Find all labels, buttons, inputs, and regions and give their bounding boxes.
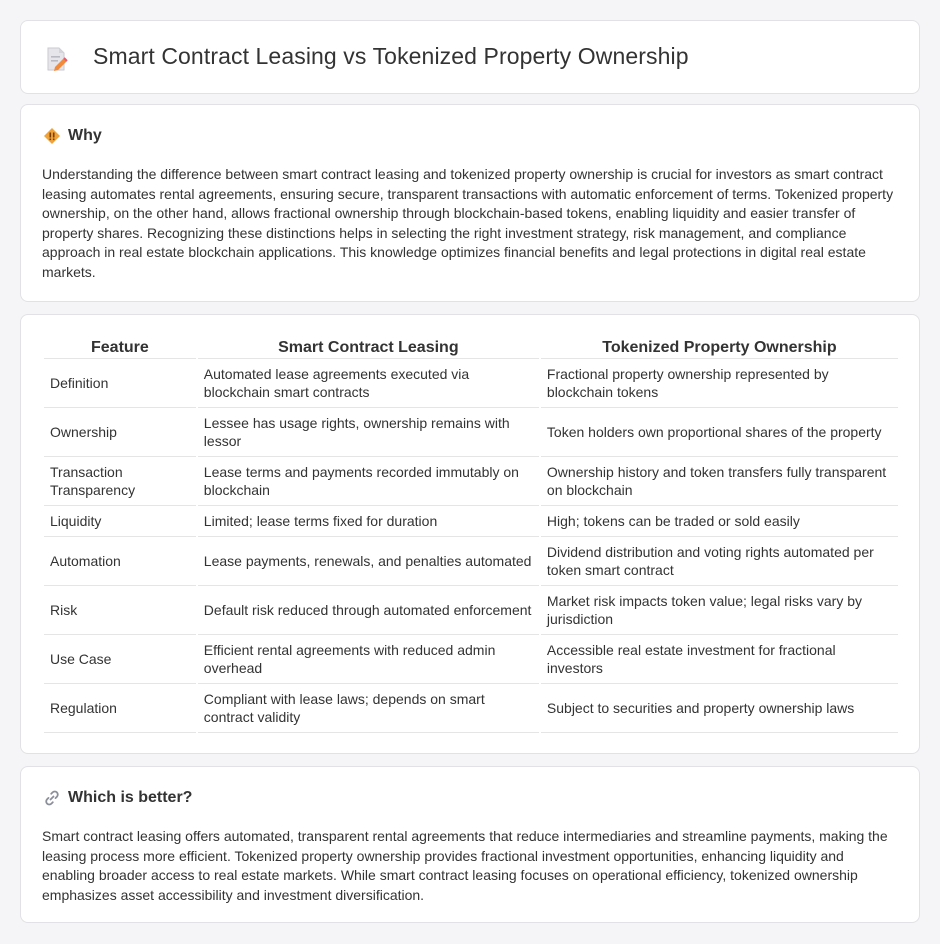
row-tokenized: Subject to securities and property ownership laws (541, 684, 898, 733)
better-heading-row (43, 789, 192, 807)
table-row (44, 537, 898, 586)
row-feature: Ownership (44, 408, 196, 457)
row-feature: Risk (44, 586, 196, 635)
why-heading: Why (68, 127, 102, 144)
why-section (20, 104, 920, 302)
table-row (44, 408, 898, 457)
row-feature: Regulation (44, 684, 196, 733)
row-tokenized: High; tokens can be traded or sold easily (541, 506, 898, 537)
row-feature: Liquidity (44, 506, 196, 537)
which-is-better-section (20, 766, 920, 923)
table-row (44, 359, 898, 408)
why-text: Understanding the difference between smart contract leasing and tokenized property ownership is crucial for investors as smart contract leasing automates rental agreements, ensuring secure, transparent transactions with automatic enforcement of terms. Tokenized property ownership, on the other hand, allows fractional ownership through blockchain-based tokens, enabling liquidity and easier transfer of property shares. Recognizing these distinctions helps in selecting the right investment strategy, risk management, and compliance approach in real estate blockchain applications. This knowledge optimizes financial benefits and legal protections in digital real estate markets. (42, 166, 894, 280)
row-leasing: Efficient rental agreements with reduced admin overhead (198, 635, 539, 684)
row-tokenized: Dividend distribution and voting rights automated per token smart contract (541, 537, 898, 586)
table-header-row (44, 335, 898, 359)
row-leasing: Lessee has usage rights, ownership remains with lessor (198, 408, 539, 457)
row-tokenized: Fractional property ownership represented by blockchain tokens (541, 359, 898, 408)
diamond-warning-icon (43, 127, 61, 145)
table-row (44, 684, 898, 733)
header-feature: Feature (44, 335, 196, 359)
row-tokenized: Market risk impacts token value; legal risks vary by jurisdiction (541, 586, 898, 635)
document-pencil-icon (45, 46, 69, 72)
link-icon (43, 789, 61, 807)
better-text: Smart contract leasing offers automated, transparent rental agreements that reduce intermediaries and streamline payments, making the leasing process more efficient. Tokenized property ownership provides fractional investment opportunities, enhancing liquidity and enabling broader access to real estate markets. While smart contract leasing focuses on operational efficiency, tokenized ownership emphasizes asset accessibility and investment diversification. (42, 828, 888, 903)
row-leasing: Lease terms and payments recorded immutably on blockchain (198, 457, 539, 506)
table-row (44, 635, 898, 684)
row-leasing: Default risk reduced through automated enforcement (198, 586, 539, 635)
comparison-table-card (20, 314, 920, 754)
table-row (44, 586, 898, 635)
row-feature: Transaction Transparency (44, 457, 196, 506)
table-row (44, 506, 898, 537)
row-feature: Automation (44, 537, 196, 586)
row-leasing: Compliant with lease laws; depends on smart contract validity (198, 684, 539, 733)
page-title: Smart Contract Leasing vs Tokenized Property Ownership (93, 43, 689, 69)
better-heading: Which is better? (68, 789, 193, 806)
row-leasing: Limited; lease terms fixed for duration (198, 506, 539, 537)
header-tokenized-property-ownership: Tokenized Property Ownership (541, 335, 898, 359)
why-heading-row (43, 127, 102, 145)
row-feature: Use Case (44, 635, 196, 684)
header-card (20, 20, 920, 94)
row-tokenized: Token holders own proportional shares of the property (541, 408, 898, 457)
comparison-table (42, 335, 900, 733)
row-feature: Definition (44, 359, 196, 408)
header-smart-contract-leasing: Smart Contract Leasing (198, 335, 539, 359)
row-tokenized: Ownership history and token transfers fully transparent on blockchain (541, 457, 898, 506)
row-leasing: Automated lease agreements executed via blockchain smart contracts (198, 359, 539, 408)
row-tokenized: Accessible real estate investment for fractional investors (541, 635, 898, 684)
table-row (44, 457, 898, 506)
row-leasing: Lease payments, renewals, and penalties automated (198, 537, 539, 586)
